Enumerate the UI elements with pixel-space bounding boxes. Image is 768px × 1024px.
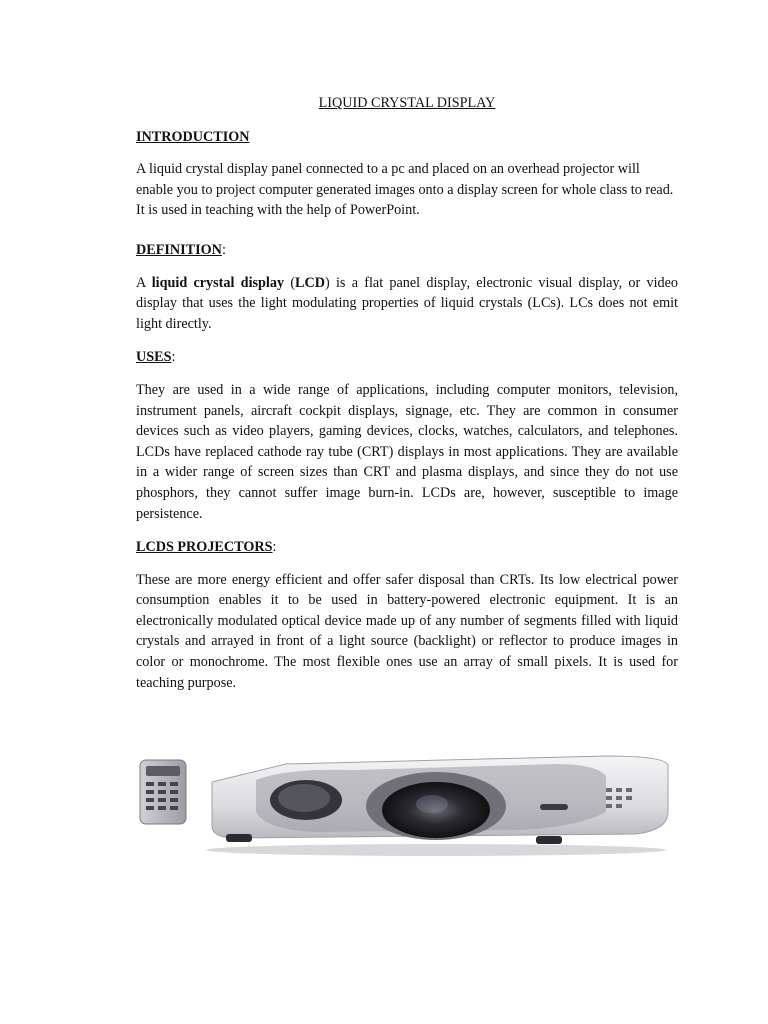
projector-icon — [206, 756, 668, 856]
uses-paragraph: They are used in a wide range of applications, including computer monitors, television, instrument panels, aircraft cockpit displays, signage, etc. They are common in consumer devices such as video players, gaming devices, clocks, watches, calculators, and telephones. LCDs have replaced cathode ray tube (CRT) displays in most applications. They are available in a wider range of screen sizes than CRT and plasma displays, and since they do not use phosphors, they cannot suffer image burn-in. LCDs are, however, susceptible to image persistence. — [136, 381, 678, 522]
projectors-heading-text: LCDS PROJECTORS — [136, 539, 273, 556]
projector-illustration — [136, 742, 676, 862]
definition-rest: ) is a flat panel display, electronic visual display, or video display that uses the light modulating properties of liquid crystals (LCs). LCs does not emit light directly. — [136, 274, 678, 332]
definition-paragraph — [136, 273, 678, 335]
definition-open-paren: ( — [284, 274, 296, 291]
remote-control-icon — [140, 760, 186, 824]
definition-heading-colon: : — [221, 241, 226, 258]
definition-lead: A — [136, 274, 152, 291]
definition-heading-text: DEFINITION — [136, 241, 222, 258]
definition-heading — [136, 240, 678, 261]
introduction-heading — [136, 127, 678, 148]
projectors-heading — [136, 537, 678, 558]
projector-figure — [136, 742, 676, 862]
page-title: LIQUID CRYSTAL DISPLAY — [318, 95, 496, 111]
introduction-paragraph: A liquid crystal display panel connected to a pc and placed on an overhead projector will enable you to project computer generated images onto a display screen for whole class to read. It is used in teaching with the help of PowerPoint. — [136, 161, 674, 219]
projectors-heading-colon: : — [272, 539, 277, 556]
definition-abbr: LCD — [295, 274, 326, 291]
projectors-paragraph: These are more energy efficient and offer safer disposal than CRTs. Its low electrical power consumption enables it to be used in battery-powered electronic equipment. It is an electronically modulated optical device made up of any number of segments filled with liquid crystals and arrayed in front of a light source (backlight) or reflector to produce images in color or monochrome. The most flexible ones use an array of small pixels. It is used for teaching purpose. — [136, 571, 678, 691]
introduction-heading-text: INTRODUCTION — [136, 128, 250, 145]
document-page — [136, 93, 678, 706]
uses-heading-colon: : — [171, 349, 176, 366]
definition-term: liquid crystal display — [151, 274, 285, 291]
uses-heading-text: USES — [136, 349, 172, 366]
uses-heading — [136, 347, 678, 368]
